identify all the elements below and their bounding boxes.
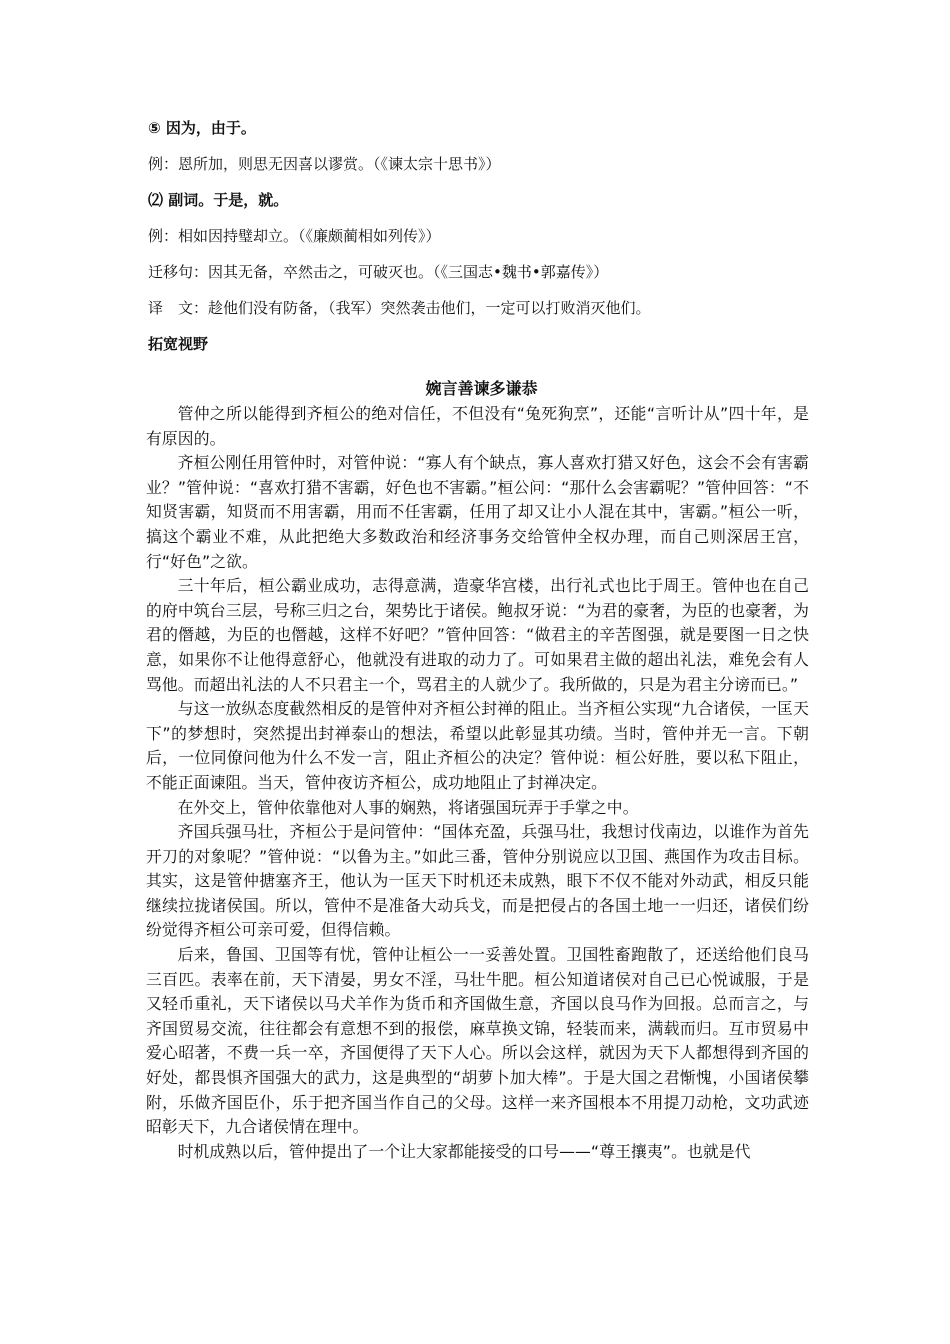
section-heading: 拓宽视野 <box>148 335 209 353</box>
article-paragraph: 与这一放纵态度截然相反的是管仲对齐桓公封禅的阻止。当齐桓公实现“九合诸侯，一匡天下”的梦想时，突然提出封禅泰山的想法，希望以此彰显其功绩。当时，管仲并无一言。下朝后，一位同僚问他为什么不发一言，阻止齐桓公的决定？管仲说：桓公好胜，要以私下阻止，不能正面谏阻。当天，管仲夜访齐桓公，成功地阻止了封禅决定。 <box>146 699 809 792</box>
article-paragraph: 齐桓公刚任用管仲时，对管仲说：“寡人有个缺点，寡人喜欢打猎又好色，这会不会有害霸业？”管仲说：“喜欢打猎不害霸，好色也不害霸。”桓公问：“那什么会害霸呢？”管仲回答：“不知贤害霸，知贤而不用害霸，用而不任害霸，任用了却又让小人混在其中，害霸。”桓公一听，搞这个霸业不难，从此把绝大多数政治和经济事务交给管仲全权办理，而自己则深居王宫，行“好色”之欲。 <box>146 453 809 571</box>
article-paragraph: 时机成熟以后，管仲提出了一个让大家都能接受的口号——“尊王攘夷”。也就是代 <box>177 1141 751 1161</box>
article-paragraph: 后来，鲁国、卫国等有忧，管仲让桓公一一妥善处置。卫国牲畜跑散了，还送给他们良马三百匹。表率在前，天下清晏，男女不淫，马壮牛肥。桓公知道诸侯对自己已心悦诚服，于是又轻币重礼，天下诸侯以马犬羊作为货币和齐国做生意，齐国以良马作为回报。总而言之，与齐国贸易交流，往往都会有意想不到的报偿，麻草换文锦，轻装而来，满载而归。互市贸易中爱心昭著，不费一兵一卒，齐国便得了天下人心。所以会这样，就因为天下人都想得到齐国的好处，都畏惧齐国强大的武力，这是典型的“胡萝卜加大棒”。于是大国之君惭愧，小国诸侯攀附，乐做齐国臣仆，乐于把齐国当作自己的父母。这样一来齐国根本不用提刀动枪，文功武迹昭彰天下，九合诸侯情在理中。 <box>146 945 809 1137</box>
article-paragraph: 三十年后，桓公霸业成功，志得意满，造豪华宫楼，出行礼式也比于周王。管仲也在自己的府中筑台三层，号称三归之台，架势比于诸侯。鲍叔牙说：“为君的豪奢，为臣的也豪奢，为君的僭越，为臣的也僭越，这样不好吧？”管仲回答：“做君主的辛苦图强，就是要图一日之快意，如果你不让他得意舒心，他就没有进取的动力了。可如果君主做的超出礼法，难免会有人骂他。而超出礼法的人不只君主一个，骂君主的人就少了。我所做的，只是为君主分谤而已。” <box>146 576 809 694</box>
translation: 译 文：趁他们没有防备，（我军）突然袭击他们，一定可以打败消灭他们。 <box>148 299 651 317</box>
item5-heading: ⑤ 因为，由于。 <box>148 119 256 137</box>
article <box>146 376 809 1164</box>
article-paragraph: 在外交上，管仲依靠他对人事的娴熟，将诸强国玩弄于手掌之中。 <box>177 797 639 817</box>
notes-section <box>148 118 828 354</box>
item2-heading: ⑵ 副词。于是，就。 <box>148 191 289 209</box>
transfer-sentence: 迁移句：因其无备，卒然击之，可破灭也。（《三国志•魏书•郭嘉传》） <box>148 263 609 281</box>
item5-example: 例：恩所加，则思无因喜以谬赏。（《谏太宗十思书》） <box>148 155 501 173</box>
article-paragraph: 管仲之所以能得到齐桓公的绝对信任，不但没有“兔死狗烹”，还能“言听计从”四十年，是有原因的。 <box>146 404 809 448</box>
article-title: 婉言善谏多谦恭 <box>425 379 538 398</box>
article-paragraph: 齐国兵强马壮，齐桓公于是问管仲：“国体充盈，兵强马壮，我想讨伐南边，以谁作为首先开刀的对象呢？”管仲说：“以鲁为主。”如此三番，管仲分别说应以卫国、燕国作为攻击目标。其实，这是管仲搪塞齐王，他认为一匡天下时机还未成熟，眼下不仅不能对外动武，相反只能继续拉拢诸侯国。所以，管仲不是准备大动兵戈，而是把侵占的各国土地一一归还，诸侯们纷纷觉得齐桓公可亲可爱，但得信赖。 <box>146 822 809 940</box>
item2-example: 例：相如因持璧却立。（《廉颇蔺相如列传》） <box>148 227 441 245</box>
